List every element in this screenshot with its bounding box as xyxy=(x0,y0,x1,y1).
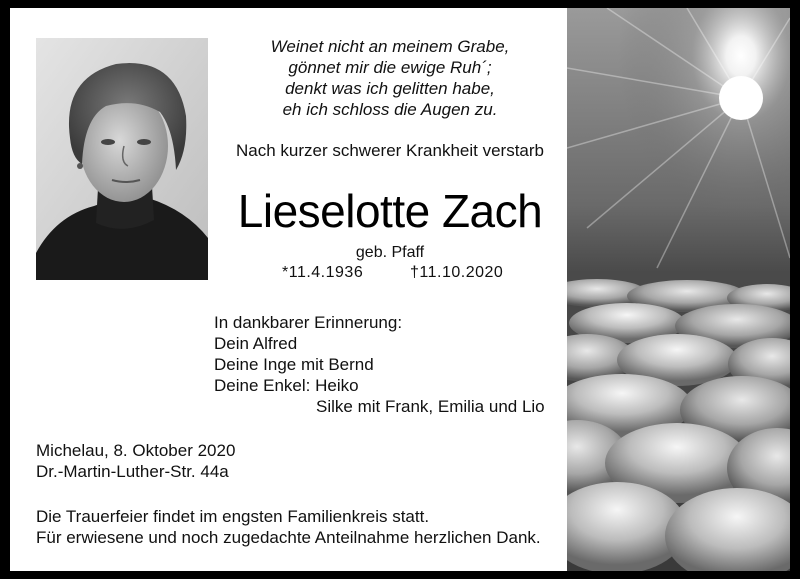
mourners-line: Deine Enkel: Heiko xyxy=(214,376,359,395)
sky-clouds-image xyxy=(567,8,790,571)
place-and-address xyxy=(36,440,235,482)
mourners-line: Deine Inge mit Bernd xyxy=(214,355,374,374)
notice-line: Für erwiesene und noch zugedachte Anteilnahme herzlichen Dank. xyxy=(36,528,541,547)
death-date: †11.10.2020 xyxy=(410,264,504,281)
poem-line: denkt was ich gelitten habe, xyxy=(285,79,495,98)
obituary-card xyxy=(10,8,790,571)
funeral-notice xyxy=(36,506,541,548)
address: Dr.-Martin-Luther-Str. 44a xyxy=(36,462,229,481)
birth-name: geb. Pfaff xyxy=(355,244,425,261)
sky-image xyxy=(567,8,790,571)
portrait-photo xyxy=(36,38,208,280)
deceased-name: Lieselotte Zach xyxy=(237,185,543,237)
birth-date: *11.4.1936 xyxy=(282,264,364,281)
poem-line: Weinet nicht an meinem Grabe, xyxy=(270,37,510,56)
mourners-line: Dein Alfred xyxy=(214,334,298,353)
poem-line: eh ich schloss die Augen zu. xyxy=(282,100,498,119)
intro-text: Nach kurzer schwerer Krankheit verstarb xyxy=(235,141,544,160)
portrait-image xyxy=(36,38,208,280)
mourners-line: Silke mit Frank, Emilia und Lio xyxy=(316,397,545,416)
mourners-line: In dankbarer Erinnerung: xyxy=(214,313,403,332)
poem-line: gönnet mir die ewige Ruh´; xyxy=(288,58,492,77)
mourners-list xyxy=(214,312,545,417)
city-date: Michelau, 8. Oktober 2020 xyxy=(36,441,236,460)
notice-line: Die Trauerfeier findet im engsten Familienkreis statt. xyxy=(36,507,430,526)
poem-verse xyxy=(206,36,574,120)
